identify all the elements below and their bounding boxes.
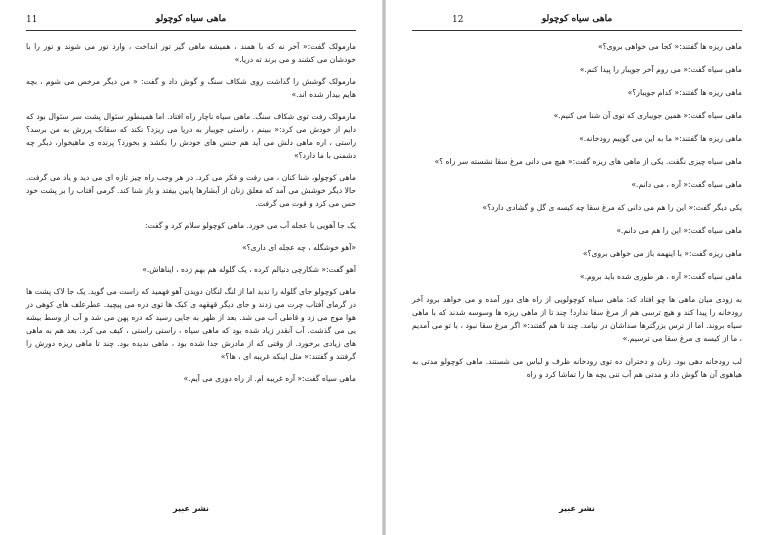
paragraph: «آهو خوشگله ، چه عجله ای داری؟» <box>242 243 356 252</box>
running-title: ماهی سیاه کوچولو <box>541 14 613 24</box>
paragraph: آهو گفت:« شکارچی دنبالم کرده ، یک گلوله هم بهم زده ، ایناهاش.» <box>142 265 356 274</box>
paragraph: ماهی سیاه گفت:« این را هم می دانم.» <box>616 226 742 235</box>
paragraph: ماهی سیاه گفت:« می روم آخر جویبار را پیدا کنم.» <box>579 65 742 74</box>
paragraph: ماهی سیاه چیزی نگفت. یکی از ماهی های ریزه گفت:« هیچ می دانی مرغ سقا نشسته سر راه ؟» <box>434 157 742 166</box>
left-page <box>0 0 382 535</box>
running-title: ماهی سیاه کوچولو <box>155 14 227 24</box>
right-page <box>386 0 768 535</box>
page-footer: نشر عبیر <box>173 504 209 513</box>
paragraph: ماهی سیاه گفت:« آره ، هر طوری شده باید بروم.» <box>579 272 742 281</box>
paragraph: مارمولک رفت توی شکاف سنگ. ماهی سیاه ناچار راه افتاد. اما همینطور سئوال پشت سر سئوال بود که دایم از خودش می کرد:« ببینم ، راستی جویبار به دریا می ریزد؟ نکند که سقانک پررش به من برسد؟ راستی ، اره ماهی دلش می آید هم جنس های خودش را بکشد و بخورد؟ پرنده ی ماهیخوار، دیگر چه دشمنی با ما دارد؟» <box>26 112 356 160</box>
page-header <box>26 14 356 31</box>
paragraph: ماهی ریزه ها گفتند:« کدام جویبار؟» <box>627 88 742 97</box>
paragraph: ماهی سیاه گفت:« آره غریبه ام. از راه دوری می آیم.» <box>183 374 356 383</box>
paragraph: ماهی کوچولو جای گلوله را ندید اما از لنگ لنگان دویدن آهو فهمید که راست می گوید. یک جا لاک پشت ها در گرمای آفتاب چرت می زدند و جای دیگر قهقهه ی کبک ها توی دره می پیچید. عطرعلف های کوهی در هوا موج می زد و قاطی آب می شد. بعد از ظهر به جایی رسید که دره پهن می شد و آب از وسط بیشه یی می گذشت. آب آنقدر زیاد شده بود که ماهی سیاه ، راستی راستی ، کیف می کرد. بعد هم به ماهی های زیادی برخورد. از وقتی که از مادرش جدا شده بود ، ماهی ندیده بود. چند تا ماهی ریزه دورش را گرفتند و گفتند:« مثل اینکه غریبه ای ، ها؟» <box>26 287 356 361</box>
paragraph: لب رودخانه دهی بود. زنان و دختران ده توی رودخانه ظرف و لباس می شستند. ماهی کوچولو مدتی به هیاهوی آن ها گوش داد و مدتی هم آب تنی بچه ها را تماشا کرد و راه <box>412 357 742 379</box>
paragraph: ماهی سیاه گفت:« همین جویباری که توی آن شنا می کنیم.» <box>553 111 742 120</box>
paragraph: ماهی ریزه ها گفتند:« کجا می خواهی بروی؟» <box>598 42 742 51</box>
page-number: 11 <box>26 15 38 25</box>
paragraph: مارمولک گوشش را گذاشت روی شکاف سنگ و گوش داد و گفت: « من دیگر مرخص می شوم ، بچه هایم بیدار شده اند.» <box>26 77 356 99</box>
page-header <box>412 14 742 31</box>
page-body <box>26 40 356 394</box>
page-body <box>412 40 742 391</box>
paragraph: ماهی ریزه ها گفتند:« ما به این می گوییم رودخانه.» <box>579 134 742 143</box>
paragraph: ماهی ریزه گفت:« با اینهمه باز می خواهی بروی؟» <box>582 249 742 258</box>
paragraph: یکی دیگر گفت:« این را هم می دانی که مرغ سقا چه کیسه ی گل و گشادی دارد؟» <box>482 203 742 212</box>
page-footer: نشر عبیر <box>559 504 595 513</box>
paragraph: ماهی کوچولو، شنا کنان ، می رفت و فکر می کرد. در هر وجب راه چیز تازه ای می دید و یاد می گرفت. حالا دیگر خوشش می آمد که معلق زنان از آبشارها پایین بیفتد و باز شنا کند. گرمی آفتاب را بر پشت خود حس می کرد و قوت می گرفت. <box>26 173 356 208</box>
paragraph: یک جا آهویی با عجله آب می خورد. ماهی کوچولو سلام کرد و گفت: <box>145 221 356 230</box>
paragraph: به زودی میان ماهی ها چو افتاد که: ماهی سیاه کوچولویی از راه های دور آمده و می خواهد برود آخر رودخانه را پیدا کند و هیچ ترسی هم از مرغ سقا ندارد! چند تا از ماهی ریزه ها وسوسه شدند که با ماهی سیاه بروند. اما از ترس بزرگترها صداشان در نیامد. چند تا هم گفتند:« اگر مرغ سقا نبود ، با تو می آمدیم ، ما از کیسه ی مرغ سقا می ترسیم.» <box>412 295 742 343</box>
page-number: 12 <box>452 15 464 25</box>
paragraph: مارمولک گفت:« آخر نه که با همند ، همیشه ماهی گیر تور انداخت ، وارد تور می شوند و تور را با خودشان می کشند و می برند ته دریا.» <box>26 42 356 64</box>
paragraph: ماهی سیاه گفت:« آره ، می دانم.» <box>631 180 742 189</box>
